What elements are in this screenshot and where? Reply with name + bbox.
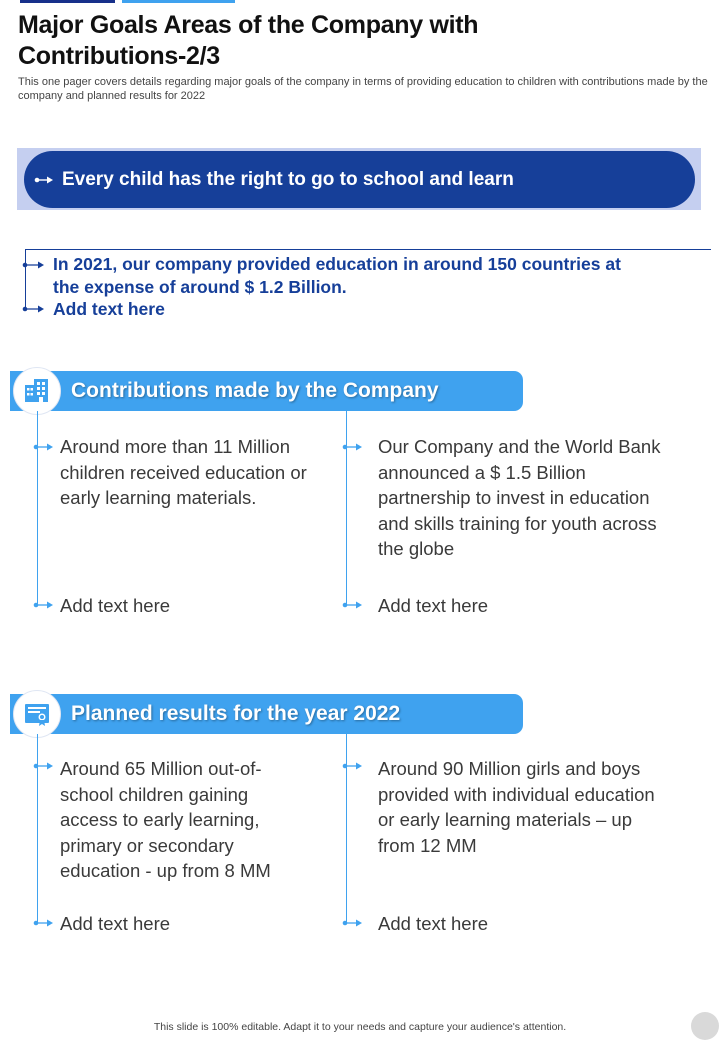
planned-right-text: Around 90 Million girls and boys provided with individual education or early learning materials – up from 12 MM	[378, 758, 655, 856]
bullet-arrow-icon	[33, 918, 55, 928]
top-accent-bar-light	[122, 0, 235, 3]
contributions-left-add: Add text here	[60, 595, 171, 616]
highlight-top-line	[25, 249, 711, 250]
bullet-arrow-icon	[342, 918, 364, 928]
contributions-title: Contributions made by the Company	[71, 379, 439, 402]
top-accent-bar-dark	[20, 0, 115, 3]
highlight-arrow-icon	[22, 304, 46, 314]
planned-left-add: Add text here	[60, 913, 171, 934]
footer-note: This slide is 100% editable. Adapt it to your needs and capture your audience's attention.	[153, 1021, 567, 1033]
bullet-arrow-icon	[33, 442, 55, 452]
bullet-arrow-icon	[342, 442, 364, 452]
page-corner-circle	[691, 1012, 719, 1040]
page-title-line-2: Contributions-2/3	[18, 42, 220, 70]
planned-right-add: Add text here	[378, 913, 489, 934]
highlight-text-3: Add text here	[53, 299, 165, 319]
highlight-arrow-icon	[22, 260, 46, 270]
banner-arrow-icon	[34, 175, 54, 185]
contributions-right-add: Add text here	[378, 595, 489, 616]
page-title	[18, 10, 638, 72]
highlight-text-1: In 2021, our company provided education in around 150 countries at	[53, 254, 621, 274]
bullet-arrow-icon	[33, 761, 55, 771]
planned-left-text: Around 65 Million out-of-school children gaining access to early learning, primary or secondary education - up from 8 MM	[60, 758, 271, 881]
buildings-icon	[14, 368, 60, 414]
contributions-left-text: Around more than 11 Million children received education or early learning materials.	[60, 436, 307, 508]
highlight-text-2: the expense of around $ 1.2 Billion.	[53, 277, 347, 297]
bullet-arrow-icon	[33, 600, 55, 610]
contributions-icon-circle	[13, 367, 61, 415]
planned-title: Planned results for the year 2022	[71, 702, 401, 725]
bullet-arrow-icon	[342, 761, 364, 771]
page-title-line-1: Major Goals Areas of the Company with	[18, 11, 479, 39]
page-subtitle: This one pager covers details regarding major goals of the company in terms of providing education to children with contributions made by the company and planned results for 2022	[18, 76, 708, 102]
contributions-left-line	[37, 411, 38, 606]
bullet-arrow-icon	[342, 600, 364, 610]
highlight-side-line	[25, 249, 26, 309]
contributions-right-line	[346, 411, 347, 606]
banner-text: Every child has the right to go to school and learn	[62, 169, 514, 190]
contributions-right-text: Our Company and the World Bank announced a $ 1.5 Billion partnership to invest in education and skills training for youth across the globe	[378, 436, 661, 559]
planned-icon-circle	[13, 690, 61, 738]
certificate-icon	[14, 691, 60, 737]
